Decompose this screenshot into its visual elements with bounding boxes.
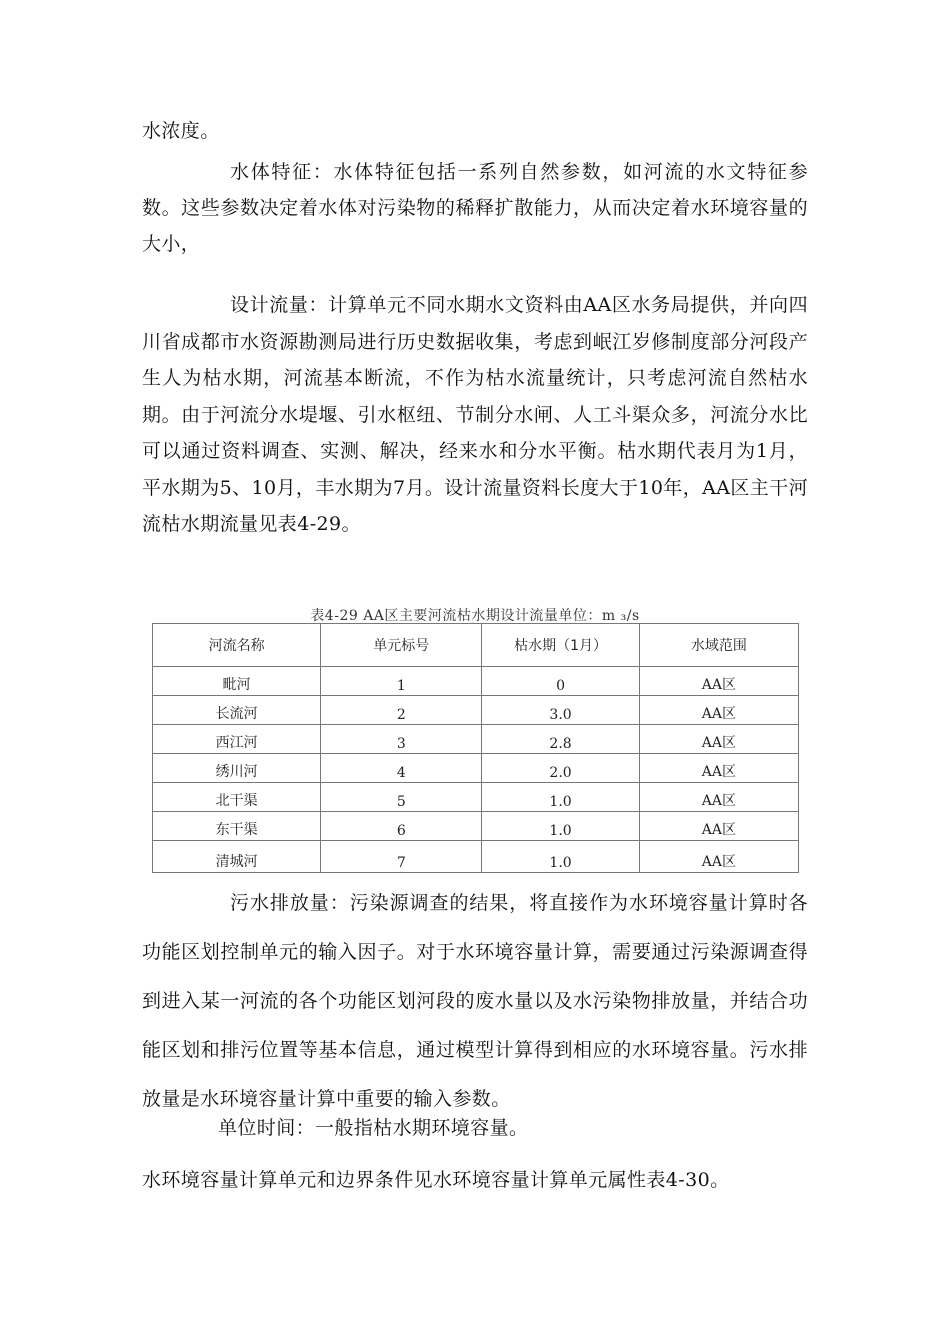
paragraph-calculation-units: 水环境容量计算单元和边界条件见水环境容量计算单元属性表4-30。 <box>142 1169 730 1191</box>
header-river-name: 河流名称 <box>153 624 321 667</box>
cell-flow: 2.0 <box>482 754 639 783</box>
table-caption: 表4-29 AA区主要河流枯水期设计流量单位：m ₃/s <box>310 608 640 624</box>
paragraph-water-concentration: 水浓度。 <box>142 120 220 142</box>
header-water-area: 水域范围 <box>639 624 798 667</box>
table-row <box>153 841 799 873</box>
cell-unit-number: 1 <box>321 667 482 696</box>
cell-river-name: 西江河 <box>153 725 321 754</box>
paragraph-unit-time: 单位时间：一般指枯水期环境容量。 <box>218 1117 529 1139</box>
cell-water-area: AA区 <box>639 667 798 696</box>
cell-unit-number: 7 <box>321 841 482 873</box>
cell-flow: 0 <box>482 667 639 696</box>
table-row <box>153 725 799 754</box>
cell-water-area: AA区 <box>639 696 798 725</box>
table-header-row <box>153 624 799 667</box>
header-unit-number: 单元标号 <box>321 624 482 667</box>
table-row <box>153 783 799 812</box>
cell-unit-number: 2 <box>321 696 482 725</box>
table-row <box>153 667 799 696</box>
cell-water-area: AA区 <box>639 783 798 812</box>
paragraph-design-flow: 设计流量：计算单元不同水期水文资料由AA区水务局提供，并向四川省成都市水资源勘测局进行历史数据收集，考虑到岷江岁修制度部分河段产生人为枯水期，河流基本断流，不作为枯水流量统计，只考虑河流自然枯水期。由于河流分水堤堰、引水枢纽、节制分水闸、人工斗渠众多，河流分水比可以通过资料调查、实测、解决，经来水和分水平衡。枯水期代表月为1月，平水期为5、10月，丰水期为7月。设计流量资料长度大于10年，AA区主干河流枯水期流量见表4-29。 <box>142 294 808 535</box>
cell-unit-number: 5 <box>321 783 482 812</box>
cell-unit-number: 6 <box>321 812 482 841</box>
cell-flow: 1.0 <box>482 783 639 812</box>
cell-flow: 1.0 <box>482 812 639 841</box>
table-row <box>153 812 799 841</box>
paragraph-sewage-discharge: 污水排放量：污染源调查的结果，将直接作为水环境容量计算时各功能区划控制单元的输入因子。对于水环境容量计算，需要通过污染源调查得到进入某一河流的各个功能区划河段的废水量以及水污染物排放量，并结合功能区划和排污位置等基本信息，通过模型计算得到相应的水环境容量。污水排放量是水环境容量计算中重要的输入参数。 <box>142 892 808 1110</box>
table-row <box>153 696 799 725</box>
cell-river-name: 清城河 <box>153 841 321 873</box>
paragraph-water-body-features: 水体特征：水体特征包括一系列自然参数，如河流的水文特征参数。这些参数决定着水体对污染物的稀释扩散能力，从而决定着水环境容量的大小， <box>142 161 808 255</box>
cell-river-name: 长流河 <box>153 696 321 725</box>
table-row <box>153 754 799 783</box>
cell-river-name: 绣川河 <box>153 754 321 783</box>
cell-water-area: AA区 <box>639 812 798 841</box>
cell-water-area: AA区 <box>639 725 798 754</box>
flow-table <box>152 623 799 873</box>
cell-river-name: 毗河 <box>153 667 321 696</box>
cell-flow: 2.8 <box>482 725 639 754</box>
cell-flow: 3.0 <box>482 696 639 725</box>
cell-river-name: 北干渠 <box>153 783 321 812</box>
cell-flow: 1.0 <box>482 841 639 873</box>
header-dry-season: 枯水期（1月） <box>482 624 639 667</box>
cell-unit-number: 4 <box>321 754 482 783</box>
cell-river-name: 东干渠 <box>153 812 321 841</box>
cell-water-area: AA区 <box>639 841 798 873</box>
cell-unit-number: 3 <box>321 725 482 754</box>
cell-water-area: AA区 <box>639 754 798 783</box>
